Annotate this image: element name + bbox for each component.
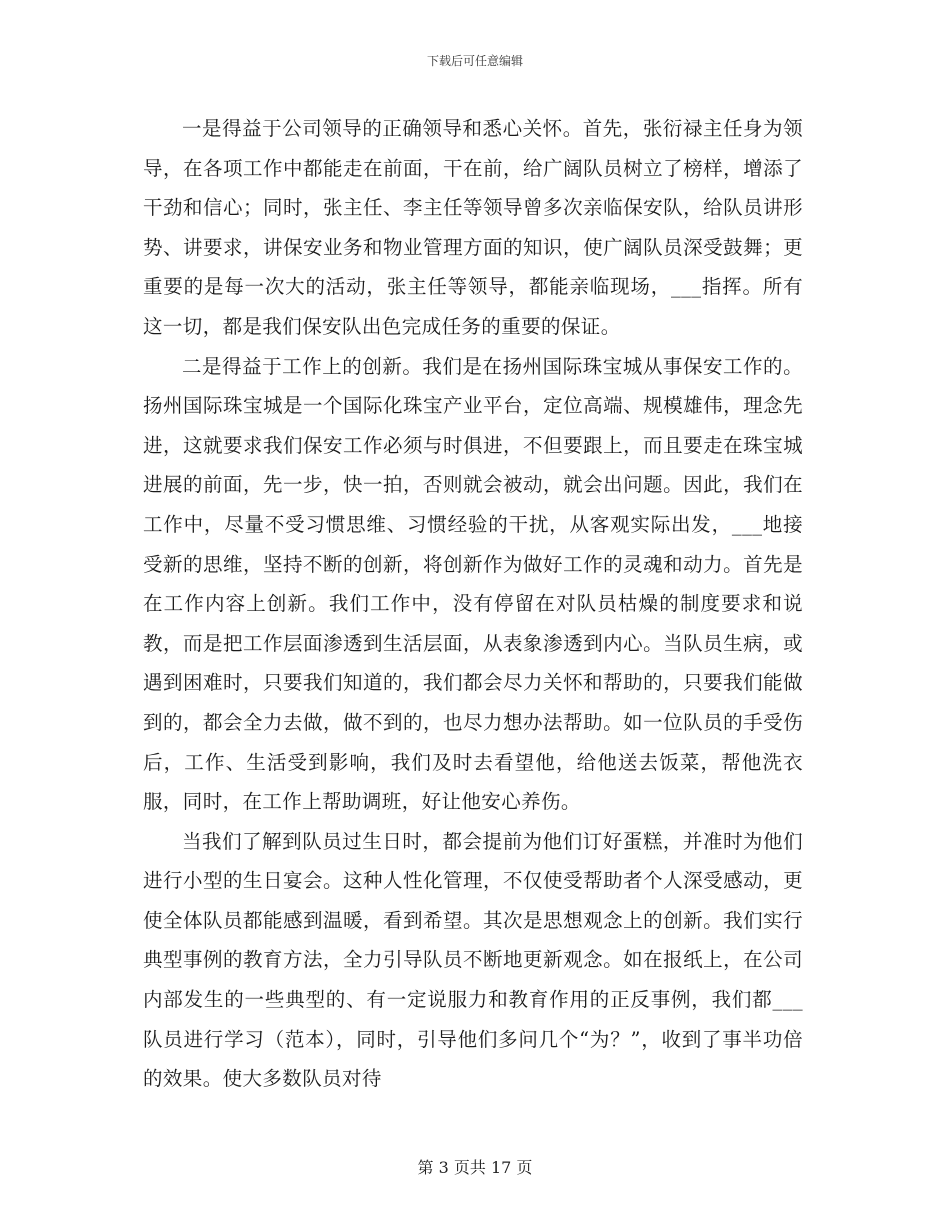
document-body: [143, 109, 803, 1099]
paragraph-1: 一是得益于公司领导的正确领导和悉心关怀。首先，张衍禄主任身为领导，在各项工作中都能走在前面，干在前，给广阔队员树立了榜样，增添了干劲和信心；同时，张主任、李主任等领导曾多次亲临保安队，给队员讲形势、讲要求，讲保安业务和物业管理方面的知识，使广阔队员深受鼓舞；更重要的是每一次大的活动，张主任等领导，都能亲临现场，___指挥。所有这一切，都是我们保安队出色完成任务的重要的保证。: [143, 117, 803, 338]
paragraph-3: 当我们了解到队员过生日时，都会提前为他们订好蛋糕，并准时为他们进行小型的生日宴会。这种人性化管理，不仅使受帮助者个人深受感动，更使全体队员都能感到温暖，看到希望。其次是思想观念上的创新。我们实行典型事例的教育方法，全力引导队员不断地更新观念。如在报纸上，在公司内部发生的一些典型的、有一定说服力和教育作用的正反事例，我们都___队员进行学习（范本），同时，引导他们多问几个“为？”，收到了事半功倍的效果。使大多数队员对待: [143, 829, 803, 1091]
page-header-note: 下载后可任意编辑: [426, 54, 523, 68]
paragraph-2: 二是得益于工作上的创新。我们是在扬州国际珠宝城从事保安工作的。扬州国际珠宝城是一个国际化珠宝产业平台，定位高端、规模雄伟，理念先进，这就要求我们保安工作必须与时俱进，不但要跟上，而且要走在珠宝城进展的前面，先一步，快一拍，否则就会被动，就会出问题。因此，我们在工作中，尽量不受习惯思维、习惯经验的干扰，从客观实际出发，___地接受新的思维，坚持不断的创新，将创新作为做好工作的灵魂和动力。首先是在工作内容上创新。我们工作中，没有停留在对队员枯燥的制度要求和说教，而是把工作层面渗透到生活层面，从表象渗透到内心。当队员生病，或遇到困难时，只要我们知道的，我们都会尽力关怀和帮助的，只要我们能做到的，都会全力去做，做不到的，也尽力想办法帮助。如一位队员的手受伤后，工作、生活受到影响，我们及时去看望他，给他送去饭菜，帮他洗衣服，同时，在工作上帮助调班，好让他安心养伤。: [143, 354, 803, 814]
page-number: 第 3 页共 17 页: [417, 1158, 533, 1177]
